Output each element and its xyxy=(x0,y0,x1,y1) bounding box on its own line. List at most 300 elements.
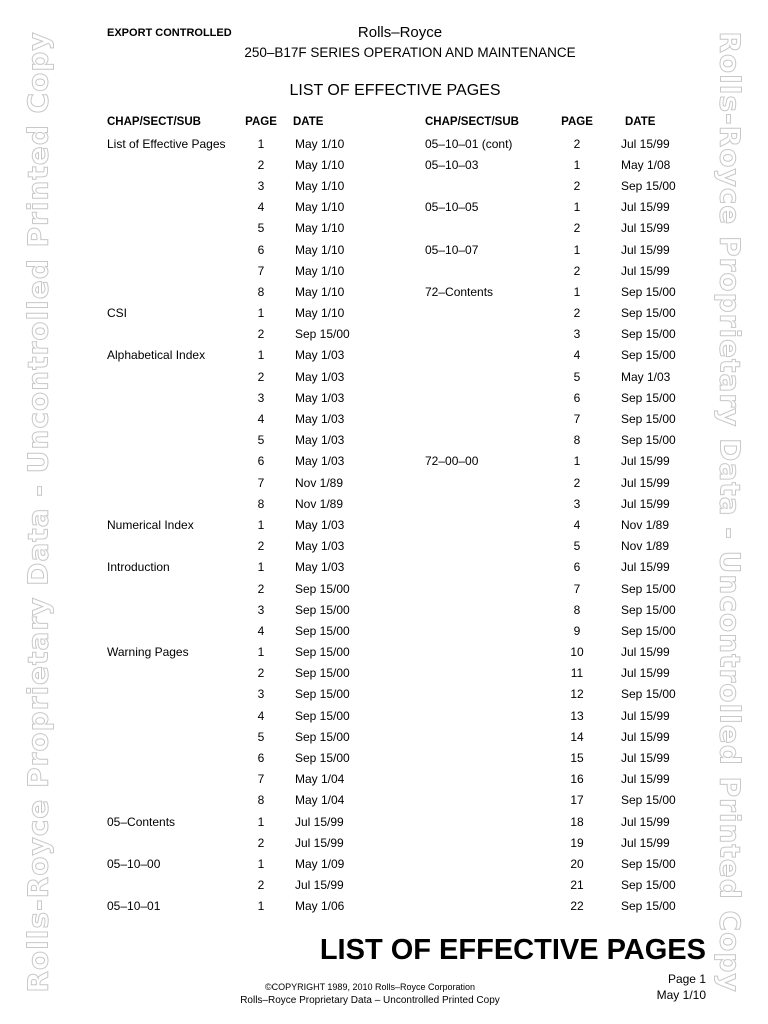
date-cell: Jul 15/99 xyxy=(621,729,670,744)
table-body-right xyxy=(425,133,715,917)
chap-cell xyxy=(425,493,559,514)
date-cell: Jul 15/99 xyxy=(621,221,670,236)
export-controlled-label: EXPORT CONTROLLED xyxy=(107,27,232,39)
table-header-row xyxy=(425,111,715,133)
date-cell: Jul 15/99 xyxy=(621,496,670,511)
chap-cell xyxy=(107,726,239,747)
date-cell: Nov 1/89 xyxy=(295,475,344,490)
page-cell: 14 xyxy=(570,729,584,744)
date-cell: Sep 15/00 xyxy=(621,412,676,427)
page-cell: 6 xyxy=(257,242,265,257)
page-cell: 2 xyxy=(573,306,581,321)
column-header-page: PAGE xyxy=(245,116,277,128)
table-row xyxy=(425,218,715,239)
table-row xyxy=(107,493,393,514)
page-cell: 1 xyxy=(573,242,581,257)
chap-cell xyxy=(107,663,239,684)
page-cell: 19 xyxy=(570,835,584,850)
page-cell: 21 xyxy=(570,878,584,893)
page-cell: 9 xyxy=(573,623,581,638)
page-date: May 1/10 xyxy=(656,988,706,1002)
table-row xyxy=(425,726,715,747)
table-row xyxy=(107,747,393,768)
table-row xyxy=(425,514,715,535)
date-cell: May 1/03 xyxy=(295,433,345,448)
table-row xyxy=(425,472,715,493)
copyright-notice: ©COPYRIGHT 1989, 2010 Rolls–Royce Corporation xyxy=(264,982,476,992)
chap-cell xyxy=(425,726,559,747)
watermark-right: Rolls-Royce Proprietary Data - Uncontrolled Printed Copy xyxy=(713,31,747,993)
chap-cell: 05–10–00 xyxy=(107,856,161,871)
page-cell: 5 xyxy=(257,221,265,236)
page-cell: 2 xyxy=(257,157,265,172)
date-cell: Sep 15/00 xyxy=(621,687,676,702)
date-cell: May 1/10 xyxy=(295,178,345,193)
table-row xyxy=(107,133,393,154)
page-cell: 1 xyxy=(257,348,265,363)
page-cell: 1 xyxy=(257,306,265,321)
table-row xyxy=(107,239,393,260)
page-cell: 16 xyxy=(570,772,584,787)
page-cell: 2 xyxy=(257,539,265,554)
table-row xyxy=(107,175,393,196)
column-header-page: PAGE xyxy=(561,116,593,128)
table-row xyxy=(425,324,715,345)
chap-cell xyxy=(107,705,239,726)
page-cell: 7 xyxy=(257,263,265,278)
table-row xyxy=(107,366,393,387)
page-cell: 8 xyxy=(573,433,581,448)
chap-cell xyxy=(107,599,239,620)
page-cell: 4 xyxy=(573,348,581,363)
date-cell: May 1/04 xyxy=(295,772,345,787)
date-cell: Nov 1/89 xyxy=(621,517,670,532)
table-row xyxy=(425,747,715,768)
date-cell: Nov 1/89 xyxy=(621,539,670,554)
chap-cell xyxy=(425,472,559,493)
table-row xyxy=(425,345,715,366)
page-cell: 17 xyxy=(570,793,584,808)
date-cell: May 1/06 xyxy=(295,899,345,914)
date-cell: Jul 15/99 xyxy=(621,242,670,257)
table-row xyxy=(425,281,715,302)
chap-cell: 05–10–03 xyxy=(425,157,479,172)
chap-cell xyxy=(425,430,559,451)
table-row xyxy=(107,154,393,175)
chap-cell xyxy=(425,408,559,429)
table-row xyxy=(107,642,393,663)
date-cell: Jul 15/99 xyxy=(621,814,670,829)
table-row xyxy=(107,260,393,281)
date-cell: Jul 15/99 xyxy=(621,666,670,681)
date-cell: Jul 15/99 xyxy=(621,136,670,151)
date-cell: Sep 15/00 xyxy=(621,793,676,808)
date-cell: Jul 15/99 xyxy=(295,835,344,850)
date-cell: Sep 15/00 xyxy=(295,687,350,702)
table-row xyxy=(425,620,715,641)
date-cell: Jul 15/99 xyxy=(621,835,670,850)
table-row xyxy=(107,790,393,811)
date-cell: Sep 15/00 xyxy=(621,878,676,893)
chap-cell: 72–00–00 xyxy=(425,454,479,469)
table-row xyxy=(425,557,715,578)
chap-cell xyxy=(107,281,239,302)
page-cell: 8 xyxy=(573,602,581,617)
table-row xyxy=(425,175,715,196)
date-cell: Jul 15/99 xyxy=(621,200,670,215)
date-cell: Sep 15/00 xyxy=(621,623,676,638)
date-cell: May 1/10 xyxy=(295,284,345,299)
date-cell: Sep 15/00 xyxy=(621,327,676,342)
page-cell: 6 xyxy=(573,390,581,405)
date-cell: Jul 15/99 xyxy=(621,708,670,723)
page-cell: 2 xyxy=(573,263,581,278)
table-row xyxy=(107,430,393,451)
date-cell: Jul 15/99 xyxy=(621,454,670,469)
chap-cell: 05–10–05 xyxy=(425,200,479,215)
chap-cell xyxy=(107,324,239,345)
page-cell: 2 xyxy=(573,475,581,490)
page-cell: 4 xyxy=(257,200,265,215)
date-cell: Jul 15/99 xyxy=(621,263,670,278)
date-cell: May 1/03 xyxy=(295,539,345,554)
chap-cell xyxy=(107,684,239,705)
page-cell: 7 xyxy=(257,772,265,787)
chap-cell xyxy=(107,832,239,853)
footer-title: LIST OF EFFECTIVE PAGES xyxy=(319,934,706,966)
chap-cell xyxy=(107,790,239,811)
page-cell: 4 xyxy=(257,708,265,723)
date-cell: Jul 15/99 xyxy=(621,645,670,660)
date-cell: May 1/03 xyxy=(295,412,345,427)
page-cell: 7 xyxy=(257,475,265,490)
page-cell: 5 xyxy=(257,729,265,744)
date-cell: Jul 15/99 xyxy=(295,814,344,829)
table-row xyxy=(425,366,715,387)
table-row xyxy=(425,853,715,874)
table-row xyxy=(107,726,393,747)
table-row xyxy=(425,896,715,917)
date-cell: Sep 15/00 xyxy=(621,348,676,363)
page-cell: 3 xyxy=(257,602,265,617)
table-row xyxy=(425,599,715,620)
date-cell: May 1/03 xyxy=(621,369,671,384)
page-cell: 7 xyxy=(573,412,581,427)
page-cell: 3 xyxy=(573,327,581,342)
table-row xyxy=(107,536,393,557)
chap-cell xyxy=(425,663,559,684)
page-cell: 1 xyxy=(573,454,581,469)
table-row xyxy=(425,154,715,175)
table-row xyxy=(107,408,393,429)
date-cell: Sep 15/00 xyxy=(295,708,350,723)
chap-cell xyxy=(425,705,559,726)
date-cell: Sep 15/00 xyxy=(295,751,350,766)
chap-cell xyxy=(425,811,559,832)
chap-cell xyxy=(425,832,559,853)
page-cell: 4 xyxy=(257,623,265,638)
page-cell: 15 xyxy=(570,751,584,766)
date-cell: Sep 15/00 xyxy=(295,327,350,342)
chap-cell xyxy=(425,620,559,641)
page-cell: 8 xyxy=(257,284,265,299)
table-row xyxy=(107,303,393,324)
table-row xyxy=(425,408,715,429)
date-cell: Jul 15/99 xyxy=(295,878,344,893)
page-cell: 1 xyxy=(257,814,265,829)
page-cell: 1 xyxy=(257,899,265,914)
page-cell: 18 xyxy=(570,814,584,829)
date-cell: Jul 15/99 xyxy=(621,560,670,575)
brand-title: Rolls–Royce xyxy=(357,24,443,41)
table-row xyxy=(425,387,715,408)
proprietary-note: Rolls–Royce Proprietary Data – Uncontrolled Printed Copy xyxy=(240,995,500,1006)
chap-cell xyxy=(107,769,239,790)
date-cell: May 1/03 xyxy=(295,369,345,384)
page-cell: 1 xyxy=(257,517,265,532)
date-cell: May 1/10 xyxy=(295,157,345,172)
table-row xyxy=(107,684,393,705)
table-row xyxy=(107,197,393,218)
table-row xyxy=(107,281,393,302)
table-row xyxy=(425,578,715,599)
date-cell: May 1/10 xyxy=(295,242,345,257)
chap-cell xyxy=(107,239,239,260)
table-header-row xyxy=(107,111,393,133)
chap-cell xyxy=(107,578,239,599)
table-row xyxy=(107,451,393,472)
chap-cell: 72–Contents xyxy=(425,284,494,299)
chap-cell xyxy=(107,408,239,429)
chap-cell xyxy=(425,896,559,917)
date-cell: Sep 15/00 xyxy=(621,178,676,193)
table-row xyxy=(425,197,715,218)
date-cell: May 1/10 xyxy=(295,221,345,236)
table-row xyxy=(425,684,715,705)
page-cell: 2 xyxy=(257,878,265,893)
chap-cell xyxy=(425,769,559,790)
chap-cell: Warning Pages xyxy=(107,645,189,660)
date-cell: May 1/10 xyxy=(295,306,345,321)
page-cell: 1 xyxy=(257,136,265,151)
table-row xyxy=(425,832,715,853)
table-row xyxy=(107,324,393,345)
manual-subtitle: 250–B17F SERIES OPERATION AND MAINTENANCE xyxy=(244,45,576,60)
page-cell: 2 xyxy=(257,369,265,384)
page-cell: 6 xyxy=(257,751,265,766)
page-cell: 2 xyxy=(573,178,581,193)
chap-cell xyxy=(425,514,559,535)
table-row xyxy=(107,514,393,535)
chap-cell: Numerical Index xyxy=(107,517,194,532)
chap-cell xyxy=(107,366,239,387)
date-cell: May 1/03 xyxy=(295,517,345,532)
table-row xyxy=(425,536,715,557)
table-row xyxy=(107,218,393,239)
table-row xyxy=(425,430,715,451)
chap-cell xyxy=(425,599,559,620)
chap-cell xyxy=(107,493,239,514)
date-cell: Sep 15/00 xyxy=(621,284,676,299)
chap-cell xyxy=(107,175,239,196)
chap-cell xyxy=(107,387,239,408)
table-row xyxy=(107,705,393,726)
table-row xyxy=(425,493,715,514)
date-cell: Sep 15/00 xyxy=(295,623,350,638)
date-cell: May 1/03 xyxy=(295,348,345,363)
chap-cell xyxy=(107,154,239,175)
chap-cell xyxy=(107,747,239,768)
chap-cell xyxy=(425,557,559,578)
watermark-left: Rolls-Royce Proprietary Data - Uncontrolled Printed Copy xyxy=(21,31,55,993)
table-row xyxy=(425,875,715,896)
page-cell: 4 xyxy=(573,517,581,532)
chap-cell xyxy=(425,747,559,768)
effective-pages-table-right xyxy=(425,111,715,917)
page-cell: 2 xyxy=(573,221,581,236)
date-cell: Sep 15/00 xyxy=(295,602,350,617)
page-cell: 4 xyxy=(257,412,265,427)
page-number: Page 1 xyxy=(667,972,706,986)
date-cell: Sep 15/00 xyxy=(621,856,676,871)
page-cell: 1 xyxy=(573,157,581,172)
chap-cell: 05–10–01 (cont) xyxy=(425,136,513,151)
table-row xyxy=(425,260,715,281)
table-row xyxy=(107,578,393,599)
table-row xyxy=(107,853,393,874)
table-row xyxy=(425,239,715,260)
date-cell: Sep 15/00 xyxy=(621,390,676,405)
chap-cell xyxy=(425,853,559,874)
date-cell: May 1/10 xyxy=(295,200,345,215)
chap-cell xyxy=(107,472,239,493)
page-cell: 1 xyxy=(257,560,265,575)
chap-cell xyxy=(425,303,559,324)
page-cell: 8 xyxy=(257,496,265,511)
date-cell: Sep 15/00 xyxy=(621,433,676,448)
date-cell: Sep 15/00 xyxy=(295,666,350,681)
date-cell: May 1/03 xyxy=(295,560,345,575)
chap-cell xyxy=(425,324,559,345)
page-cell: 11 xyxy=(570,666,584,681)
chap-cell xyxy=(425,387,559,408)
effective-pages-table-left xyxy=(107,111,393,917)
date-cell: May 1/10 xyxy=(295,263,345,278)
page-cell: 6 xyxy=(573,560,581,575)
column-header-date: DATE xyxy=(625,116,656,128)
table-row xyxy=(425,705,715,726)
chap-cell: Alphabetical Index xyxy=(107,348,206,363)
table-row xyxy=(107,345,393,366)
column-header-date: DATE xyxy=(293,116,324,128)
date-cell: Sep 15/00 xyxy=(295,581,350,596)
date-cell: Sep 15/00 xyxy=(621,602,676,617)
column-header-chap: CHAP/SECT/SUB xyxy=(425,116,519,128)
page-cell: 1 xyxy=(573,200,581,215)
chap-cell xyxy=(107,430,239,451)
chap-cell xyxy=(425,345,559,366)
date-cell: Sep 15/00 xyxy=(621,581,676,596)
chap-cell xyxy=(425,790,559,811)
chap-cell xyxy=(107,536,239,557)
page-cell: 5 xyxy=(573,369,581,384)
page-cell: 10 xyxy=(570,645,584,660)
chap-cell xyxy=(107,218,239,239)
chap-cell xyxy=(425,175,559,196)
page-cell: 22 xyxy=(570,899,584,914)
page-cell: 20 xyxy=(570,856,584,871)
page-cell: 1 xyxy=(257,645,265,660)
page-cell: 5 xyxy=(573,539,581,554)
page-cell: 3 xyxy=(573,496,581,511)
page-cell: 2 xyxy=(573,136,581,151)
table-row xyxy=(425,663,715,684)
chap-cell xyxy=(425,578,559,599)
chap-cell xyxy=(107,875,239,896)
date-cell: Sep 15/00 xyxy=(621,306,676,321)
page-cell: 1 xyxy=(573,284,581,299)
chap-cell xyxy=(425,260,559,281)
table-row xyxy=(425,303,715,324)
date-cell: May 1/04 xyxy=(295,793,345,808)
table-row xyxy=(107,557,393,578)
chap-cell: 05–10–07 xyxy=(425,242,479,257)
date-cell: Jul 15/99 xyxy=(621,772,670,787)
chap-cell: List of Effective Pages xyxy=(107,136,226,151)
date-cell: May 1/09 xyxy=(295,856,345,871)
chap-cell xyxy=(425,875,559,896)
page-cell: 7 xyxy=(573,581,581,596)
page-cell: 2 xyxy=(257,327,265,342)
chap-cell xyxy=(425,366,559,387)
chap-cell xyxy=(107,197,239,218)
page-cell: 2 xyxy=(257,835,265,850)
date-cell: May 1/03 xyxy=(295,454,345,469)
table-row xyxy=(107,472,393,493)
table-row xyxy=(425,133,715,154)
date-cell: May 1/10 xyxy=(295,136,345,151)
table-row xyxy=(107,832,393,853)
page-cell: 3 xyxy=(257,390,265,405)
page-cell: 6 xyxy=(257,454,265,469)
page-cell: 1 xyxy=(257,856,265,871)
page-heading: LIST OF EFFECTIVE PAGES xyxy=(289,82,501,99)
chap-cell xyxy=(107,260,239,281)
date-cell: Jul 15/99 xyxy=(621,751,670,766)
chap-cell xyxy=(425,218,559,239)
chap-cell: CSI xyxy=(107,306,128,321)
chap-cell xyxy=(425,684,559,705)
chap-cell xyxy=(107,451,239,472)
date-cell: Nov 1/89 xyxy=(295,496,344,511)
table-row xyxy=(107,620,393,641)
date-cell: Sep 15/00 xyxy=(295,729,350,744)
table-row xyxy=(107,896,393,917)
chap-cell: Introduction xyxy=(107,560,170,575)
table-row xyxy=(107,599,393,620)
table-body-left xyxy=(107,133,393,917)
page-cell: 3 xyxy=(257,178,265,193)
column-header-chap: CHAP/SECT/SUB xyxy=(107,116,201,128)
table-row xyxy=(425,811,715,832)
date-cell: Sep 15/00 xyxy=(295,645,350,660)
table-row xyxy=(425,451,715,472)
table-row xyxy=(425,642,715,663)
page-cell: 3 xyxy=(257,687,265,702)
chap-cell: 05–Contents xyxy=(107,814,176,829)
date-cell: May 1/03 xyxy=(295,390,345,405)
date-cell: Jul 15/99 xyxy=(621,475,670,490)
